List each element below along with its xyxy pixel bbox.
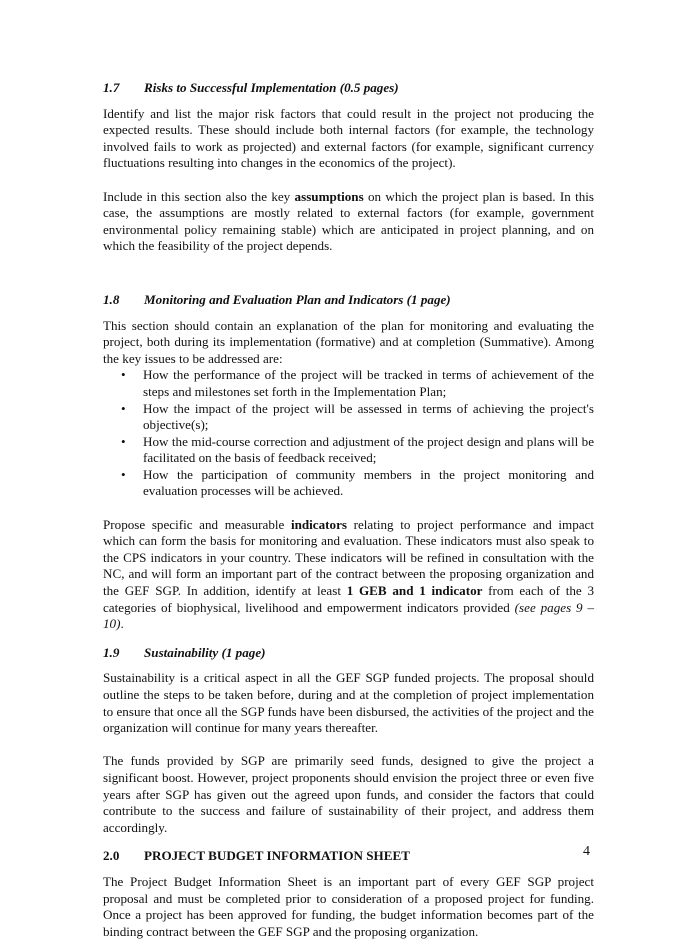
bullet-icon: • xyxy=(121,367,126,383)
bullet-icon: • xyxy=(121,400,126,416)
page-number: 4 xyxy=(583,844,590,859)
list-item xyxy=(103,367,594,400)
paragraph-monitoring-intro: This section should contain an explanation of the plan for monitoring and evaluating the project, both during its implementation (formative) and at completion (Summative). Among the key issues to be addressed are: xyxy=(103,317,594,366)
bullet-list xyxy=(103,367,594,500)
section-heading-2-0 xyxy=(103,848,594,865)
section-title: Monitoring and Evaluation Plan and Indicators (1 page) xyxy=(144,291,451,307)
section-heading-1-9 xyxy=(103,645,594,662)
text-run: Include in this section also the key xyxy=(103,188,295,204)
paragraph-seed-funds: The funds provided by SGP are primarily seed funds, designed to give the project a significant boost. However, project proponents should envision the project three or even five years after SGP has given out the agreed upon funds, and consider the factors that could contribute to the success and failure of sustainability of their project, and address them accordingly. xyxy=(103,753,594,835)
bold-term-geb: 1 GEB and 1 indicator xyxy=(346,583,483,599)
list-item-text: How the mid-course correction and adjustment of the project design and plans will be facilitated on the basis of feedback received; xyxy=(143,433,594,466)
italic-page-reference: (see pages 9 – 10) xyxy=(103,599,595,632)
section-number: 1.8 xyxy=(103,291,120,307)
document-page xyxy=(103,80,594,940)
section-title: Risks to Successful Implementation (0.5 pages) xyxy=(144,80,399,95)
list-item xyxy=(103,434,594,467)
paragraph-assumptions xyxy=(103,189,594,255)
text-run: . xyxy=(120,616,124,632)
bullet-icon: • xyxy=(121,433,126,449)
paragraph-risks: Identify and list the major risk factors that could result in the project not producing the expected results. These should include both internal factors (for example, the technology involved fails to work as projected) and external factors (for example, significant currency fluctuations resulting into changes in the economics of the project). xyxy=(103,105,594,171)
bold-term-indicators: indicators xyxy=(290,516,347,532)
paragraph-sustainability: Sustainability is a critical aspect in all the GEF SGP funded projects. The proposal should outline the steps to be taken before, during and at the completion of project implementation to ensure that once all the SGP funds have been disbursed, the activities of the project and the organization will continue for many years thereafter. xyxy=(103,670,594,736)
list-item-text: How the performance of the project will be tracked in terms of achievement of the steps and milestones set forth in the Implementation Plan; xyxy=(143,367,594,399)
bold-term-assumptions: assumptions xyxy=(294,188,364,204)
list-item-text: How the impact of the project will be assessed in terms of achieving the project's objective(s); xyxy=(143,400,594,433)
text-run: Propose specific and measurable xyxy=(103,516,291,532)
text-run: on which the project plan is based. In this case, the assumptions are mostly related to external factors (for example, government environmental policy remaining stable) which are anticipated in project planning, and on which the feasibility of the project depends. xyxy=(103,188,594,254)
paragraph-budget: The Project Budget Information Sheet is an important part of every GEF SGP project proposal and must be completed prior to consideration of a proposed project for funding. Once a project has been approved for funding, the budget information becomes part of the binding contract between the GEF SGP and the proposing organization. xyxy=(103,873,594,939)
section-heading-1-8 xyxy=(103,292,594,309)
section-number: 1.7 xyxy=(103,80,120,95)
text-run: from each of the 3 categories of biophysical, livelihood and empowerment indicators provided xyxy=(103,583,594,615)
paragraph-indicators xyxy=(103,517,594,633)
section-heading-1-7 xyxy=(103,80,594,97)
section-number: 1.9 xyxy=(103,644,120,660)
section-title: PROJECT BUDGET INFORMATION SHEET xyxy=(144,848,410,864)
section-number: 2.0 xyxy=(103,848,120,864)
list-item-text: How the participation of community members in the project monitoring and evaluation processes will be achieved. xyxy=(143,466,594,499)
list-item xyxy=(103,401,594,434)
list-item xyxy=(103,467,594,500)
section-title: Sustainability (1 page) xyxy=(144,644,266,660)
bullet-icon: • xyxy=(121,466,126,482)
text-run: relating to project performance and impact which can form the basis for monitoring and evaluation. These indicators must also speak to the CPS indicators in your country. These indicators will be refined in consultation with the NC, and will form an important part of the contract between the proposing organization and the GEF SGP. In addition, identify at least xyxy=(103,516,594,599)
